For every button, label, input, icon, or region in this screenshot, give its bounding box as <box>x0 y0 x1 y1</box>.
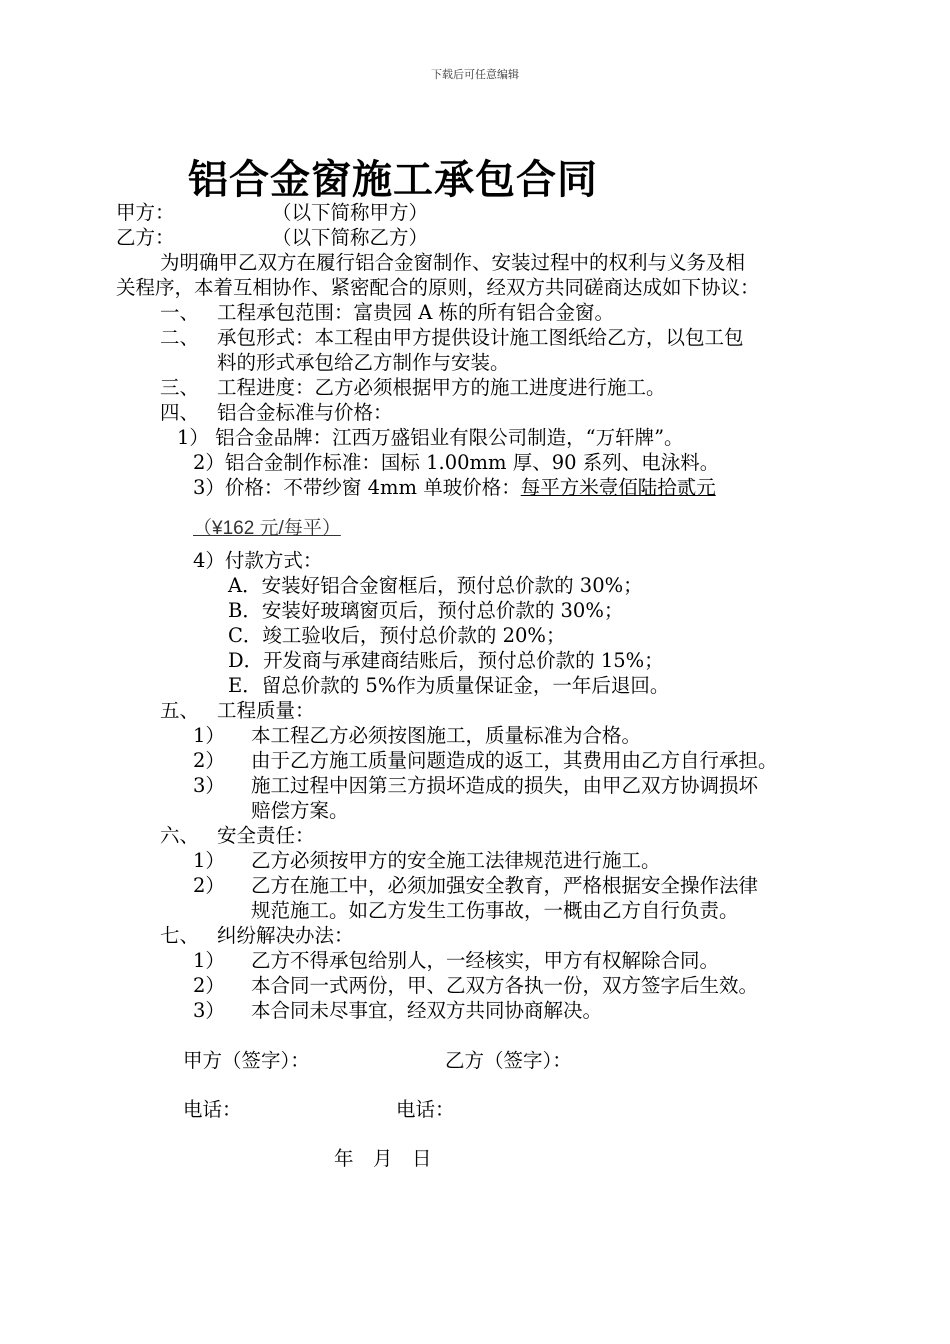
section-7-item-3: 本合同未尽事宜，经双方共同协商解决。 <box>251 999 603 1022</box>
section-5-item-2-number: 2） <box>193 749 225 772</box>
header-note: 下载后可任意编辑 <box>431 68 519 81</box>
section-2-text-line-1: 承包形式：本工程由甲方提供设计施工图纸给乙方，以包工包 <box>217 326 744 349</box>
section-4-item-3 <box>193 475 716 501</box>
price-label: 3）价格：不带纱窗 4mm 单玻价格： <box>193 476 521 499</box>
date-line: 年 月 日 <box>334 1147 432 1170</box>
section-6-item-2-line-2: 规范施工。如乙方发生工伤事故，一概由乙方自行负责。 <box>251 899 739 922</box>
section-5-text: 工程质量： <box>217 699 315 722</box>
party-b-line: 乙方： （以下简称乙方） <box>116 226 429 249</box>
section-2-text-line-2: 料的形式承包给乙方制作与安装。 <box>217 351 510 374</box>
section-5-number: 五、 <box>160 699 200 722</box>
section-5-item-3-line-2: 赔偿方案。 <box>251 799 349 822</box>
section-7-number: 七、 <box>160 924 200 947</box>
preamble-line-1: 为明确甲乙双方在履行铝合金窗制作、安装过程中的权利与义务及相 <box>160 251 746 274</box>
section-6-item-1: 乙方必须按甲方的安全施工法律规范进行施工。 <box>251 849 661 872</box>
section-7-item-2-number: 2） <box>193 974 225 997</box>
section-2-number: 二、 <box>160 326 200 349</box>
payment-e: E．留总价款的 5%作为质量保证金，一年后退回。 <box>228 674 670 697</box>
section-1-text: 工程承包范围：富贵园 A 栋的所有铝合金窗。 <box>217 301 614 324</box>
section-5-item-1: 本工程乙方必须按图施工，质量标准为合格。 <box>251 724 642 747</box>
section-4-item-1: 1） 铝合金品牌：江西万盛铝业有限公司制造，“万轩牌”。 <box>177 426 684 449</box>
section-6-item-2-number: 2） <box>193 874 225 897</box>
section-6-item-2-line-1: 乙方在施工中，必须加强安全教育，严格根据安全操作法律 <box>251 874 759 897</box>
phone-party-a: 电话： <box>183 1098 242 1121</box>
phone-party-b: 电话： <box>396 1098 455 1121</box>
section-7-text: 纠纷解决办法： <box>217 924 354 947</box>
section-6-number: 六、 <box>160 824 200 847</box>
payment-c: C．竣工验收后，预付总价款的 20%； <box>228 624 566 647</box>
section-7-item-2: 本合同一式两份，甲、乙双方各执一份，双方签字后生效。 <box>251 974 759 997</box>
section-6-item-1-number: 1） <box>193 849 225 872</box>
signature-party-a: 甲方（签字）： <box>183 1049 310 1072</box>
section-5-item-3-number: 3） <box>193 774 225 797</box>
section-3-text: 工程进度：乙方必须根据甲方的施工进度进行施工。 <box>217 376 666 399</box>
payment-d: D．开发商与承建商结账后，预付总价款的 15%； <box>228 649 664 672</box>
signature-party-b: 乙方（签字）： <box>445 1049 572 1072</box>
section-3-number: 三、 <box>160 376 200 399</box>
payment-b: B．安装好玻璃窗页后，预付总价款的 30%； <box>228 599 624 622</box>
document-title: 铝合金窗施工承包合同 <box>188 157 598 203</box>
section-4-number: 四、 <box>160 401 200 424</box>
preamble-line-2: 关程序，本着互相协作、紧密配合的原则，经双方共同磋商达成如下协议： <box>116 276 760 299</box>
section-5-item-3-line-1: 施工过程中因第三方损坏造成的损失，由甲乙双方协调损坏 <box>251 774 759 797</box>
payment-a: A．安装好铝合金窗框后，预付总价款的 30%； <box>228 574 643 597</box>
section-5-item-1-number: 1） <box>193 724 225 747</box>
price-in-words: 每平方米壹佰陆拾贰元 <box>520 476 716 499</box>
party-a-line: 甲方： （以下简称甲方） <box>116 201 429 224</box>
section-5-item-2: 由于乙方施工质量问题造成的返工，其费用由乙方自行承担。 <box>251 749 778 772</box>
price-numeric: （¥162 元/每平） <box>193 518 341 539</box>
section-7-item-1: 乙方不得承包给别人，一经核实，甲方有权解除合同。 <box>251 949 720 972</box>
section-7-item-1-number: 1） <box>193 949 225 972</box>
section-4-item-4: 4）付款方式： <box>193 549 323 572</box>
section-7-item-3-number: 3） <box>193 999 225 1022</box>
section-4-item-2: 2）铝合金制作标准：国标 1.00mm 厚、90 系列、电泳料。 <box>193 451 720 474</box>
section-4-text: 铝合金标准与价格： <box>217 401 393 424</box>
section-1-number: 一、 <box>160 301 200 324</box>
section-6-text: 安全责任： <box>217 824 315 847</box>
